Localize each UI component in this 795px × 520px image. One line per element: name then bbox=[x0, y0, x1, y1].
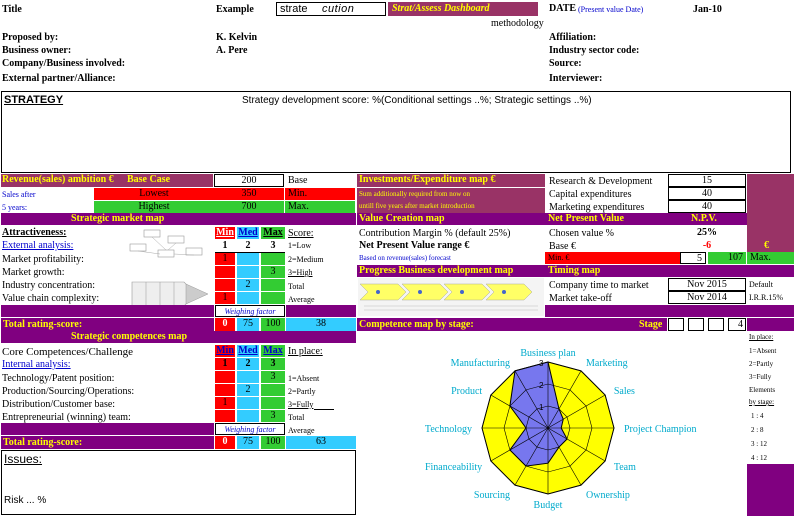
comp-total-value: 63 bbox=[286, 436, 356, 449]
market-num-1: 1 bbox=[222, 240, 228, 251]
radar-label-business-plan: Business plan bbox=[520, 348, 576, 359]
market-diagram-svg bbox=[124, 226, 214, 316]
issues-box bbox=[1, 450, 356, 515]
competence-row-3: Distribution/Customer base: bbox=[2, 399, 116, 410]
base-tag: Base bbox=[288, 175, 308, 186]
dashboard-label: Strat/Assess Dashboard bbox=[392, 3, 490, 14]
market-total-med: 75 bbox=[237, 318, 259, 331]
progress-arrows-svg bbox=[358, 278, 544, 316]
radar-label-team: Team bbox=[613, 462, 636, 473]
competence-cell-1-med[interactable] bbox=[237, 371, 259, 383]
competences-label: Strategic competences map bbox=[71, 331, 188, 342]
internal-analysis-label: Internal analysis: bbox=[2, 359, 71, 370]
interviewer-label: Interviewer: bbox=[549, 73, 603, 84]
base-value: 200 bbox=[214, 174, 284, 187]
competence-cell-1-min[interactable] bbox=[215, 371, 235, 383]
right-plum-block bbox=[747, 174, 794, 264]
comp-col-inplace: In place: bbox=[288, 346, 323, 357]
comp-total-label: Total rating-score: bbox=[3, 437, 83, 448]
competence-cell-2-min[interactable] bbox=[215, 384, 235, 396]
right-stage-3: 3 : 12 bbox=[751, 440, 767, 448]
market-total-value: 38 bbox=[286, 318, 356, 331]
npv-max-tag: Max. bbox=[747, 252, 794, 264]
radar-label-ownership: Ownership bbox=[586, 489, 630, 501]
market-map-header bbox=[1, 213, 356, 225]
npv-label: Net Present Value bbox=[548, 213, 624, 224]
right-by-stage: by stage: bbox=[749, 398, 775, 406]
min-tag: Min. bbox=[285, 188, 355, 200]
competence-cell-4-max[interactable]: 3 bbox=[261, 410, 285, 422]
radar-tick-1: 1 bbox=[539, 403, 544, 412]
marketing-label: Marketing expenditures bbox=[549, 202, 645, 213]
competence-map-label: Competence map by stage: bbox=[359, 319, 474, 330]
strategy-label: STRATEGY bbox=[4, 94, 64, 106]
market-legend-1: 1=Low bbox=[288, 241, 312, 250]
revenue-header bbox=[1, 174, 213, 187]
market-cell-2-min[interactable] bbox=[215, 266, 235, 278]
chosen-value: 25% bbox=[697, 227, 717, 238]
investments-label: Investments/Expenditure map € bbox=[359, 174, 496, 185]
market-cell-4-med[interactable] bbox=[237, 292, 259, 304]
comp-num-3: 3 bbox=[261, 358, 285, 370]
competence-cell-1-max[interactable]: 3 bbox=[261, 371, 285, 383]
market-cell-1-med[interactable] bbox=[237, 253, 259, 265]
radar-label-marketing: Marketing bbox=[586, 358, 628, 370]
title-label: Title bbox=[2, 4, 22, 15]
market-cell-3-min[interactable] bbox=[215, 279, 235, 291]
stage-label: Stage bbox=[639, 319, 663, 330]
time-to-market-value: Nov 2015 bbox=[668, 278, 746, 291]
market-row-3: Industry concentration: bbox=[2, 280, 96, 291]
market-cell-4-min[interactable]: 1 bbox=[215, 292, 235, 304]
date-value: Jan-10 bbox=[693, 4, 722, 15]
stage-purple-r bbox=[747, 318, 794, 331]
radar-label-financeability: Financeability bbox=[424, 462, 483, 473]
dashboard-banner bbox=[388, 2, 538, 16]
radar-label-manufacturing: Manufacturing bbox=[450, 358, 510, 370]
comp-num-1: 1 bbox=[215, 358, 235, 370]
default-label: Default bbox=[749, 280, 773, 289]
competence-cell-3-min[interactable]: 1 bbox=[215, 397, 235, 409]
comp-legend-1: 1=Absent bbox=[288, 374, 320, 383]
competence-map-header bbox=[357, 318, 667, 331]
comp-col-med: Med bbox=[238, 345, 258, 356]
strategy-score: Strategy development score: %(Conditional settings ..%; Strategic settings ..%) bbox=[242, 95, 592, 106]
progress-diagram bbox=[358, 278, 544, 316]
radar-tick-3: 3 bbox=[539, 359, 544, 368]
market-cell-1-min[interactable]: 1 bbox=[215, 253, 235, 265]
competence-row-4: Entrepreneurial (winning) team: bbox=[2, 412, 131, 423]
market-legend-5: Average bbox=[288, 295, 315, 304]
npv-base-value: -6 bbox=[702, 240, 712, 251]
right-stage-2: 2 : 8 bbox=[751, 426, 764, 434]
business-owner-value: A. Pere bbox=[216, 45, 248, 56]
external-analysis-label: External analysis: bbox=[2, 240, 74, 251]
stage-box-2[interactable] bbox=[688, 318, 704, 331]
base-label: Base € bbox=[549, 241, 576, 252]
company-label: Company/Business involved: bbox=[2, 58, 126, 69]
radar-label-technology: Technology bbox=[424, 424, 472, 435]
comp-legend-4: Total bbox=[288, 413, 305, 422]
market-total-bar bbox=[1, 318, 214, 331]
based-on-label: Based on revenue(sales) forecast bbox=[359, 254, 451, 262]
competence-cell-3-max[interactable] bbox=[261, 397, 285, 409]
comp-total-med: 75 bbox=[237, 436, 259, 449]
strateCution-logo bbox=[276, 2, 386, 16]
min-label: Min. € bbox=[548, 253, 570, 262]
market-cell-2-max[interactable]: 3 bbox=[261, 266, 285, 278]
right-purple-bottom bbox=[747, 464, 794, 516]
competence-cell-2-max[interactable] bbox=[261, 384, 285, 396]
market-col-score: Score: bbox=[288, 228, 314, 239]
market-row-4: Value chain complexity: bbox=[2, 293, 100, 304]
market-total-min: 0 bbox=[215, 318, 235, 331]
competence-cell-3-med[interactable] bbox=[237, 397, 259, 409]
source-label: Source: bbox=[549, 58, 582, 69]
business-owner-label: Business owner: bbox=[2, 45, 72, 56]
comp-col-max: Max bbox=[261, 345, 285, 357]
stage-box-3[interactable] bbox=[708, 318, 724, 331]
market-row-2: Market growth: bbox=[2, 267, 65, 278]
competence-radar-chart bbox=[357, 332, 745, 516]
comp-legend-2: 2=Partly bbox=[288, 387, 316, 396]
market-cell-3-max[interactable] bbox=[261, 279, 285, 291]
base-case-label: Base Case bbox=[127, 174, 171, 185]
market-weighing: Weighing factor bbox=[215, 305, 285, 317]
market-legend-2: 2=Medium bbox=[288, 255, 324, 264]
market-total-max: 100 bbox=[261, 318, 285, 331]
right-legend-3: 3=Fully bbox=[749, 373, 772, 381]
comp-legend-3: 3=Fully bbox=[288, 400, 314, 409]
npv-short: N.P.V. bbox=[691, 213, 717, 224]
contribution-label: Contribution Margin % (default 25%) bbox=[359, 228, 511, 239]
lowest-value: 350 bbox=[214, 188, 284, 200]
right-elements: Elements bbox=[749, 386, 776, 394]
risk-label: Risk ... % bbox=[4, 495, 47, 506]
npv-max-value: 107 bbox=[708, 252, 746, 264]
timing-label: Timing map bbox=[548, 265, 601, 276]
revenue-label: Revenue(sales) ambition € bbox=[2, 174, 114, 185]
title-value: Example bbox=[216, 4, 254, 15]
market-cell-2-med[interactable] bbox=[237, 266, 259, 278]
comp-total-bar bbox=[1, 436, 214, 449]
chosen-label: Chosen value % bbox=[549, 228, 614, 239]
radar-label-sourcing: Sourcing bbox=[473, 489, 510, 501]
irr-label: I.R.R.15% bbox=[749, 293, 783, 302]
progress-header bbox=[357, 265, 545, 277]
investments-note2: untill five years after market introduction bbox=[359, 202, 475, 210]
market-legend-4: Total bbox=[288, 282, 305, 291]
radar-label-budget: Budget bbox=[533, 500, 563, 511]
competence-cell-2-med[interactable]: 2 bbox=[237, 384, 259, 396]
market-cell-3-med[interactable]: 2 bbox=[237, 279, 259, 291]
stage-value[interactable]: 4 bbox=[728, 318, 746, 331]
comp-legend-underline bbox=[314, 409, 334, 410]
logo-text-a: strate bbox=[280, 3, 308, 15]
timing-header bbox=[545, 265, 747, 277]
competences-header bbox=[1, 331, 356, 343]
value-creation-label: Value Creation map bbox=[359, 213, 445, 224]
euro-sign: € bbox=[764, 240, 769, 251]
progress-label: Progress Business development map bbox=[359, 265, 514, 276]
five-years: 5 years: bbox=[2, 203, 28, 212]
date-label: DATE bbox=[549, 3, 577, 14]
competence-cell-4-min[interactable] bbox=[215, 410, 235, 422]
comp-col-min: Min bbox=[216, 345, 234, 356]
date-sub: (Present value Date) bbox=[578, 5, 644, 14]
market-map-label: Strategic market map bbox=[71, 213, 165, 224]
right-legend-1: 1=Absent bbox=[749, 347, 777, 355]
competence-row-2: Production/Sourcing/Operations: bbox=[2, 386, 135, 397]
affiliation-label: Affiliation: bbox=[549, 32, 597, 43]
proposed-by-value: K. Kelvin bbox=[216, 32, 258, 43]
sales-after: Sales after bbox=[2, 190, 36, 199]
timing-header-r bbox=[747, 265, 794, 277]
right-in-place: In place: bbox=[749, 333, 774, 341]
right-legend-2: 2=Partly bbox=[749, 360, 774, 368]
marketing-value: 40 bbox=[668, 200, 746, 213]
stage-box-1[interactable] bbox=[668, 318, 684, 331]
industry-label: Industry sector code: bbox=[549, 45, 640, 56]
market-purple-strip bbox=[1, 305, 214, 317]
npv-range-label: Net Present Value range € bbox=[359, 240, 470, 251]
comp-total-min: 0 bbox=[215, 436, 235, 449]
radar-label-sales: Sales bbox=[613, 386, 635, 397]
lowest-label: Lowest bbox=[94, 188, 214, 200]
market-col-med: Med bbox=[238, 227, 258, 238]
market-col-max: Max bbox=[261, 227, 285, 239]
market-num-2: 2 bbox=[245, 240, 251, 251]
npv-header bbox=[545, 213, 747, 225]
right-stage-1: 1 : 4 bbox=[751, 412, 764, 420]
comp-num-2: 2 bbox=[237, 358, 259, 370]
comp-purple-strip bbox=[1, 423, 214, 435]
market-cell-1-max[interactable] bbox=[261, 253, 285, 265]
take-off-label: Market take-off bbox=[549, 293, 612, 304]
comp-weighing: Weighing factor bbox=[215, 423, 285, 435]
comp-legend-5: Average bbox=[288, 426, 315, 435]
time-to-market-label: Company time to market bbox=[549, 280, 649, 291]
value-creation-header bbox=[357, 213, 545, 225]
market-num-3: 3 bbox=[270, 240, 276, 251]
npv-min-value: 5 bbox=[680, 252, 706, 264]
competence-cell-4-med[interactable] bbox=[237, 410, 259, 422]
logo-text-b: cution bbox=[322, 3, 355, 15]
partner-label: External partner/Alliance: bbox=[2, 73, 116, 84]
market-row-1: Market profitability: bbox=[2, 254, 84, 265]
market-cell-4-max[interactable] bbox=[261, 292, 285, 304]
radar-label-product: Product bbox=[451, 386, 483, 397]
methodology: methodology bbox=[491, 18, 544, 29]
market-legend-3: 3=High bbox=[288, 268, 313, 277]
comp-total-max: 100 bbox=[261, 436, 285, 449]
capex-label: Capital expenditures bbox=[549, 189, 632, 200]
radar-tick-2: 2 bbox=[539, 381, 544, 390]
proposed-by-label: Proposed by: bbox=[2, 32, 59, 43]
attractiveness-label: Attractiveness: bbox=[2, 227, 67, 238]
market-diagram-image bbox=[124, 226, 214, 316]
investments-header bbox=[357, 174, 545, 187]
capex-value: 40 bbox=[668, 187, 746, 200]
radar-label-project-champion: Project Champion bbox=[624, 424, 697, 435]
rd-value: 15 bbox=[668, 174, 746, 187]
strategy-box bbox=[1, 91, 791, 173]
highest-value: 700 bbox=[214, 201, 284, 213]
rd-label: Research & Development bbox=[549, 176, 653, 187]
max-tag: Max. bbox=[285, 201, 355, 213]
issues-label: Issues: bbox=[4, 452, 43, 466]
market-purple-strip-r bbox=[286, 305, 356, 317]
timing-purple-bar bbox=[545, 305, 794, 317]
right-legend-panel bbox=[747, 331, 794, 463]
investments-notes bbox=[357, 188, 545, 213]
core-competences-label: Core Competences/Challenge bbox=[2, 346, 134, 358]
market-col-min: Min bbox=[216, 227, 234, 238]
competence-row-1: Technology/Patent position: bbox=[2, 373, 115, 384]
take-off-value: Nov 2014 bbox=[668, 291, 746, 304]
investments-note1: Sum additionally required from now on bbox=[359, 190, 471, 198]
right-stage-4: 4 : 12 bbox=[751, 454, 767, 462]
highest-label: Highest bbox=[94, 201, 214, 213]
min-bar bbox=[545, 252, 680, 264]
market-total-label: Total rating-score: bbox=[3, 319, 83, 330]
